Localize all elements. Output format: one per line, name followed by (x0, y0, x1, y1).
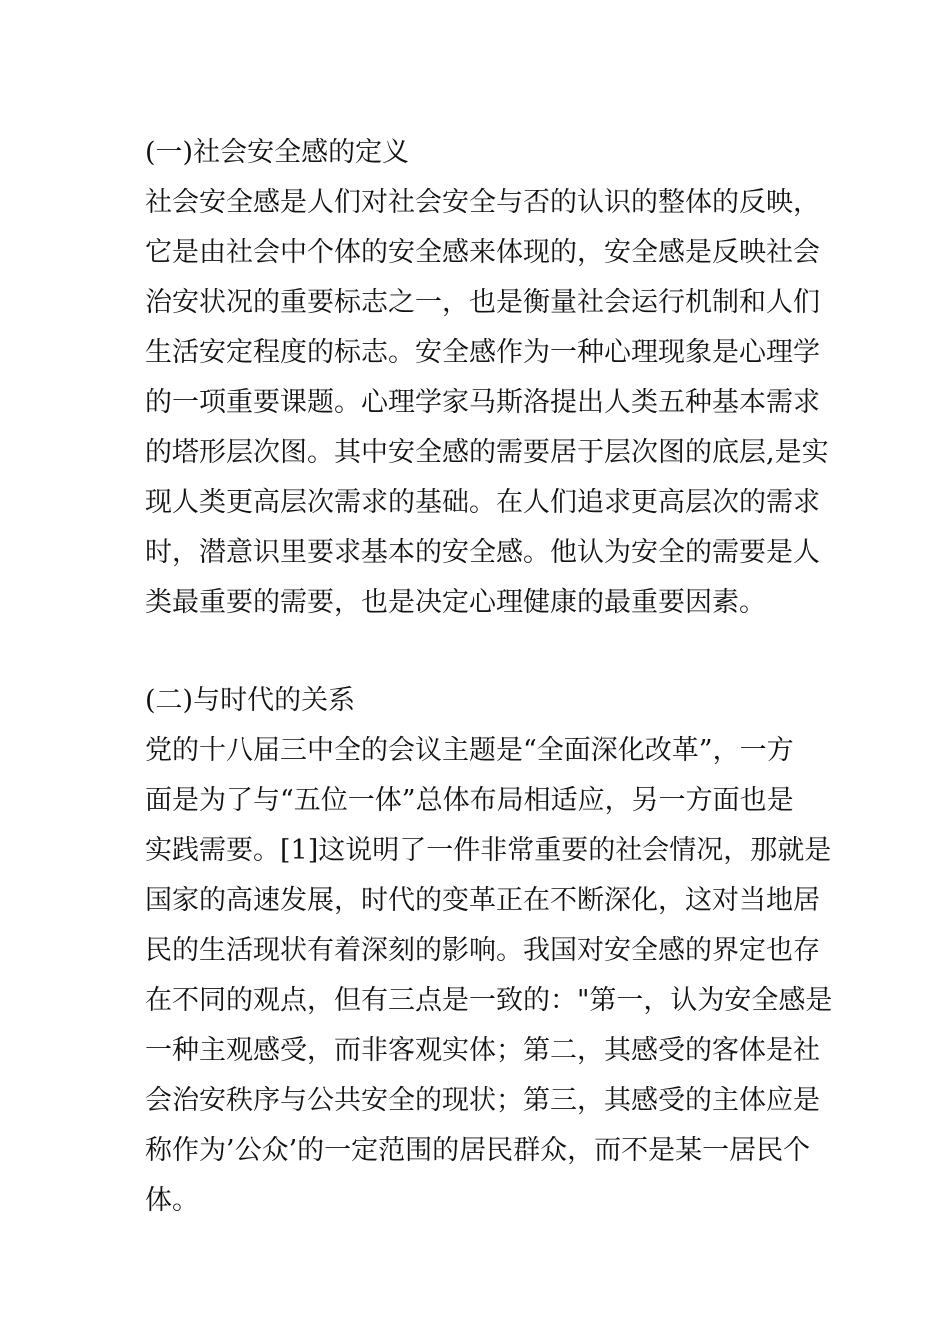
paragraph-line: 它是由社会中个体的安全感来体现的，安全感是反映社会 (145, 237, 820, 268)
section-relationship-with-era (145, 676, 833, 1226)
paragraph-line: 在不同的观点，但有三点是一致的："第一，认为安全感是 (145, 985, 833, 1016)
paragraph-line: 实践需要。[1]这说明了一件非常重要的社会情况，那就是 (145, 835, 832, 866)
section-heading: (一)社会安全感的定义 (145, 137, 410, 168)
paragraph-line: 党的十八届三中全的会议主题是“全面深化改革”，一方 (145, 735, 794, 766)
paragraph-line: 社会安全感是人们对社会安全与否的认识的整体的反映， (145, 187, 820, 218)
paragraph-line: 一种主观感受，而非客观实体；第二，其感受的客体是社 (145, 1035, 820, 1066)
paragraph-line: 会治安秩序与公共安全的现状；第三，其感受的主体应是 (145, 1085, 820, 1116)
paragraph-line: 面是为了与“五位一体”总体布局相适应，另一方面也是 (145, 785, 794, 816)
section-definition (145, 128, 829, 628)
paragraph-line: 称作为’公众’的一定范围的居民群众，而不是某一居民个 (145, 1135, 811, 1166)
section-heading: (二)与时代的关系 (145, 685, 356, 716)
paragraph-line: 民的生活现状有着深刻的影响。我国对安全感的界定也存 (145, 935, 820, 966)
paragraph-line: 现人类更高层次需求的基础。在人们追求更高层次的需求 (145, 487, 820, 518)
paragraph-line: 体。 (145, 1185, 199, 1216)
paragraph-line: 时，潜意识里要求基本的安全感。他认为安全的需要是人 (145, 537, 820, 568)
paragraph-line: 的一项重要课题。心理学家马斯洛提出人类五种基本需求 (145, 387, 820, 418)
paragraph-line: 的塔形层次图。其中安全感的需要居于层次图的底层,是实 (145, 437, 829, 468)
paragraph-line: 生活安定程度的标志。安全感作为一种心理现象是心理学 (145, 337, 820, 368)
paragraph-line: 国家的高速发展，时代的变革正在不断深化，这对当地居 (145, 885, 820, 916)
paragraph-line: 治安状况的重要标志之一，也是衡量社会运行机制和人们 (145, 287, 820, 318)
paragraph-line: 类最重要的需要，也是决定心理健康的最重要因素。 (145, 587, 766, 618)
